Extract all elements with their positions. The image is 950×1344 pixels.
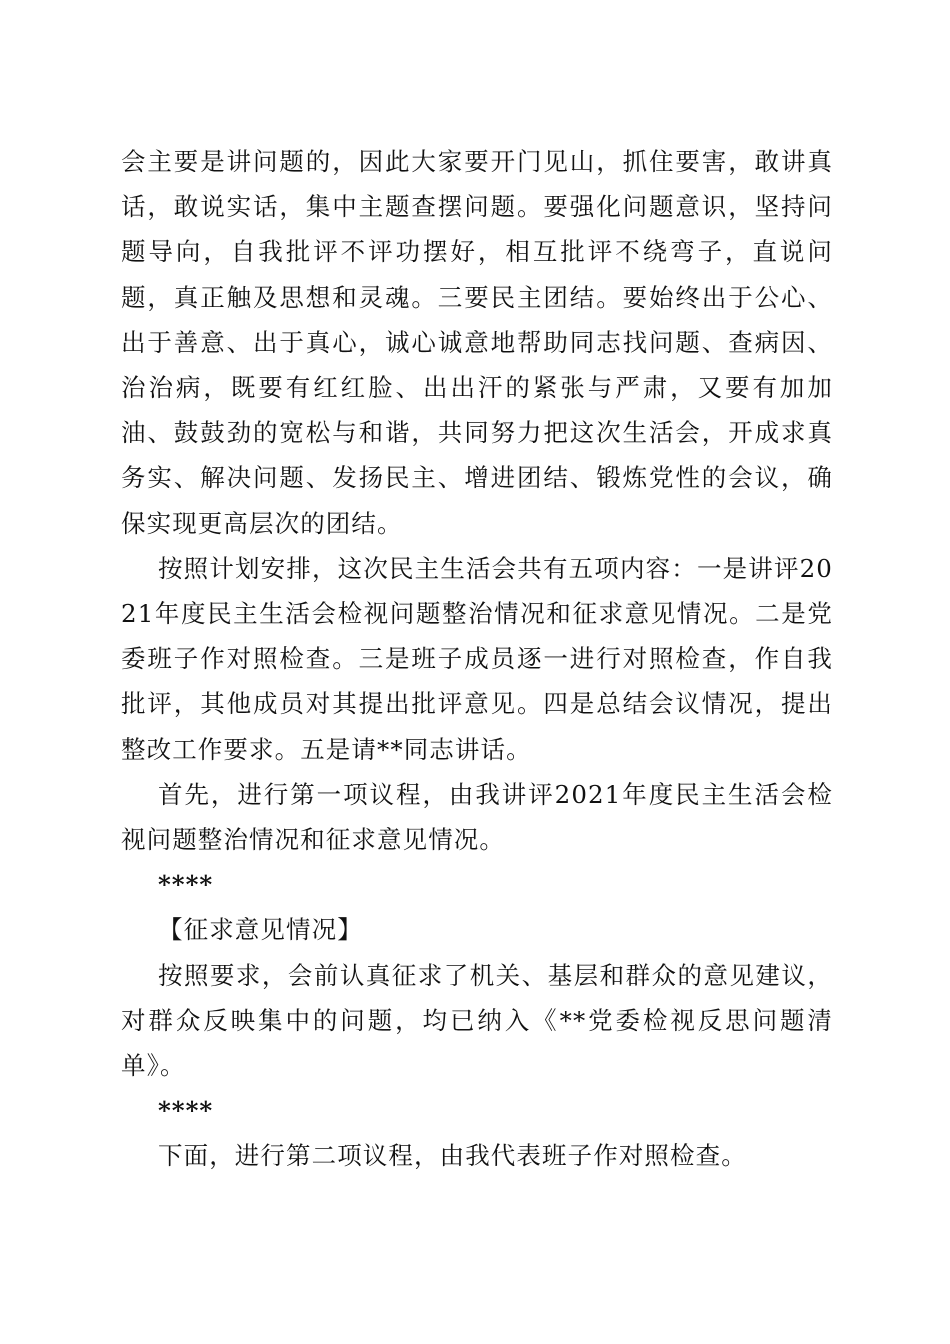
placeholder-stars: **** [158, 870, 214, 900]
paragraph-continuation: 会主要是讲问题的，因此大家要开门见山，抓住要害，敢讲真话，敢说实话，集中主题查摆问题。要强化问题意识，坚持问题导向，自我批评不评功摆好，相互批评不绕弯子，直说问题，真正触及思想和灵魂。三要民主团结。要始终出于公心、出于善意、出于真心，诚心诚意地帮助同志找问题、查病因、治治病，既要有红红脸、出出汗的紧张与严肃，又要有加加油、鼓鼓劲的宽松与和谐，共同努力把这次生活会，开成求真务实、解决问题、发扬民主、增进团结、锻炼党性的会议，确保实现更高层次的团结。 [121, 147, 833, 538]
placeholder-stars: **** [158, 1096, 214, 1126]
paragraph-opinions: 按照要求，会前认真征求了机关、基层和群众的意见建议，对群众反映集中的问题，均已纳入《**党委检视反思问题清单》。 [121, 960, 833, 1081]
section-heading-opinions: 【征求意见情况】 [158, 915, 363, 945]
paragraph-agenda-plan: 按照计划安排，这次民主生活会共有五项内容：一是讲评2021年度民主生活会检视问题整治情况和征求意见情况。二是党委班子作对照检查。三是班子成员逐一进行对照检查，作自我批评，其他成员对其提出批评意见。四是总结会议情况，提出整改工作要求。五是请**同志讲话。 [121, 553, 833, 764]
paragraph-second-item: 下面，进行第二项议程，由我代表班子作对照检查。 [158, 1141, 747, 1171]
paragraph-first-item: 首先，进行第一项议程，由我讲评2021年度民主生活会检视问题整治情况和征求意见情况。 [121, 779, 833, 855]
document-body [121, 139, 833, 1179]
